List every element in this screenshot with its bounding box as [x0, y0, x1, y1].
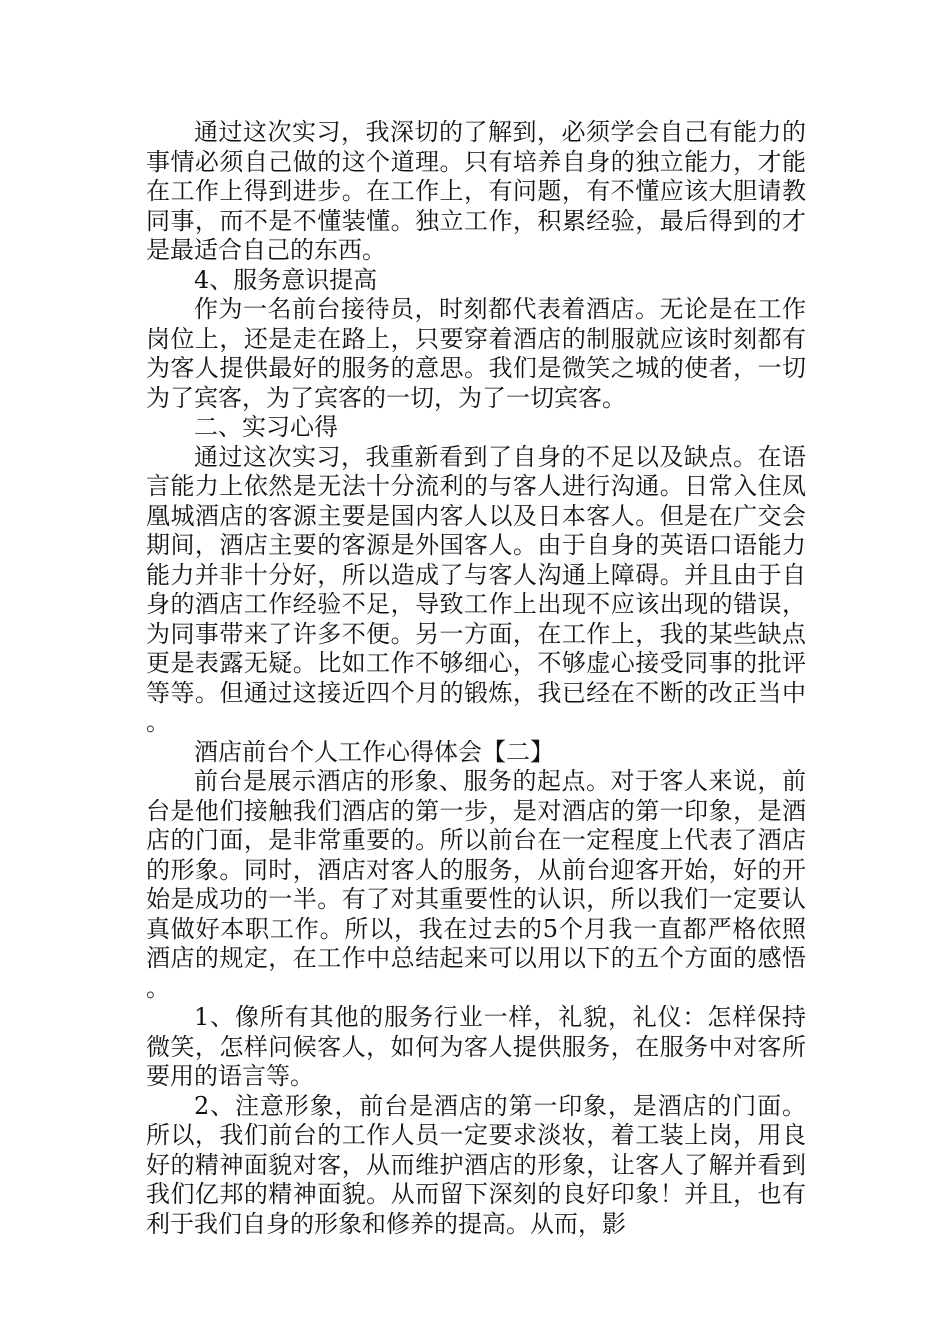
paragraph-front-desk-image: 前台是展示酒店的形象、服务的起点。对于客人来说，前台是他们接触我们酒店的第一步，是对酒店的第一印象，是酒店的门面，是非常重要的。所以前台在一定程度上代表了酒店的形象。同时，酒店对客人的服务，从前台迎客开始，好的开始是成功的一半。有了对其重要性的认识，所以我们一定要认真做好本职工作。所以，我在过去的5个月我一直都严格依照酒店的规定，在工作中总结起来可以用以下的五个方面的感悟。	[146, 767, 806, 1002]
heading-part-two: 酒店前台个人工作心得体会【二】	[194, 737, 554, 766]
heading-internship-reflections: 二、实习心得	[194, 413, 338, 441]
paragraph-front-desk-representative: 作为一名前台接待员，时刻都代表着酒店。无论是在工作岗位上，还是走在路上，只要穿着酒店的制服就应该时刻都有为客人提供最好的服务的意思。我们是微笑之城的使者，一切为了宾客，为了宾客的一切，为了一切宾客。	[146, 295, 806, 412]
paragraph-appearance: 2、注意形象，前台是酒店的第一印象，是酒店的门面。所以，我们前台的工作人员一定要求淡妆，着工装上岗，用良好的精神面貌对客，从而维护酒店的形象，让客人了解并看到我们亿邦的精神面貌。从而留下深刻的良好印象！并且，也有利于我们自身的形象和修养的提高。从而，影	[146, 1091, 806, 1238]
heading-service-awareness: 4、服务意识提高	[194, 265, 378, 294]
paragraph-shortcomings: 通过这次实习，我重新看到了自身的不足以及缺点。在语言能力上依然是无法十分流利的与客人进行沟通。日常入住凤凰城酒店的客源主要是国内客人以及日本客人。但是在广交会期间，酒店主要的客源是外国客人。由于自身的英语口语能力能力并非十分好，所以造成了与客人沟通上障碍。并且由于自身的酒店工作经验不足，导致工作上出现不应该出现的错误，为同事带来了许多不便。另一方面，在工作上，我的某些缺点更是表露无疑。比如工作不够细心，不够虚心接受同事的批评等等。但通过这接近四个月的锻炼，我已经在不断的改正当中。	[146, 442, 806, 736]
paragraph-independence: 通过这次实习，我深切的了解到，必须学会自己有能力的事情必须自己做的这个道理。只有培养自身的独立能力，才能在工作上得到进步。在工作上，有问题，有不懂应该大胆请教同事，而不是不懂装懂。独立工作，积累经验，最后得到的才是最适合自己的东西。	[146, 118, 806, 264]
paragraph-courtesy: 1、像所有其他的服务行业一样，礼貌，礼仪：怎样保持微笑，怎样问候客人，如何为客人提供服务，在服务中对客所要用的语言等。	[146, 1003, 806, 1090]
document-page	[146, 118, 806, 1239]
